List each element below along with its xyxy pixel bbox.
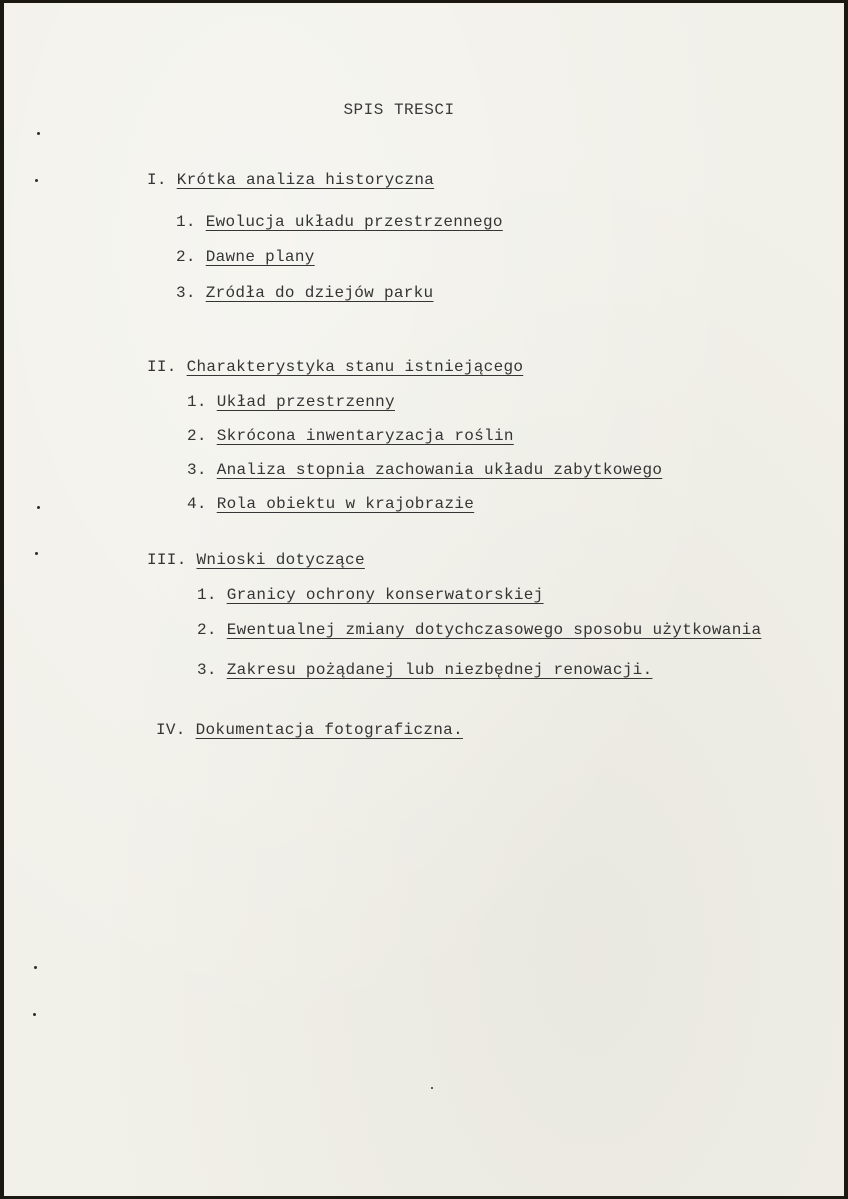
section-heading-1	[147, 171, 434, 189]
section-label: Krótka analiza historyczna	[176, 171, 435, 189]
toc-item	[187, 427, 514, 445]
section-heading-4	[156, 721, 463, 739]
margin-mark	[37, 132, 40, 135]
section-label: Dokumentacja fotograficzna.	[195, 721, 463, 739]
item-number: 2.	[187, 427, 207, 445]
toc-item	[187, 495, 474, 513]
item-number: 3.	[197, 661, 217, 679]
section-number: IV.	[156, 721, 186, 739]
margin-mark	[33, 1013, 36, 1016]
margin-mark	[34, 966, 37, 969]
document-page	[4, 3, 844, 1196]
item-label: Zakresu pożądanej lub niezbędnej renowacji.	[226, 661, 653, 679]
toc-item	[197, 586, 544, 604]
item-number: 2.	[176, 248, 196, 266]
section-number: I.	[147, 171, 167, 189]
item-label: Dawne plany	[205, 248, 315, 266]
item-label: Skrócona inwentaryzacja roślin	[216, 427, 514, 445]
item-label: Granicy ochrony konserwatorskiej	[226, 586, 544, 604]
item-number: 1.	[197, 586, 217, 604]
item-label: Analiza stopnia zachowania układu zabytkowego	[216, 461, 663, 479]
item-number: 1.	[176, 213, 196, 231]
toc-item	[176, 248, 315, 266]
toc-item	[176, 213, 503, 231]
item-number: 3.	[176, 284, 196, 302]
item-number: 1.	[187, 393, 207, 411]
item-label: Ewolucja układu przestrzennego	[205, 213, 503, 231]
section-number: II.	[147, 358, 177, 376]
margin-mark	[37, 506, 40, 509]
section-heading-3	[147, 551, 365, 569]
toc-item	[197, 621, 761, 639]
item-label: Ewentualnej zmiany dotychczasowego sposobu użytkowania	[226, 621, 762, 639]
item-label: Zródła do dziejów parku	[205, 284, 434, 302]
toc-item	[176, 284, 433, 302]
margin-mark	[35, 179, 38, 182]
item-label: Rola obiektu w krajobrazie	[216, 495, 475, 513]
item-label: Układ przestrzenny	[216, 393, 395, 411]
section-label: Charakterystyka stanu istniejącego	[186, 358, 524, 376]
margin-mark	[35, 552, 38, 555]
section-label: Wnioski dotyczące	[196, 551, 365, 569]
item-number: 3.	[187, 461, 207, 479]
item-number: 4.	[187, 495, 207, 513]
section-number: III.	[147, 551, 187, 569]
toc-item	[197, 661, 653, 679]
section-heading-2	[147, 358, 523, 376]
paper-speck	[431, 1087, 433, 1089]
item-number: 2.	[197, 621, 217, 639]
toc-item	[187, 393, 395, 411]
page-title: SPIS TRESCI	[343, 101, 455, 119]
toc-item	[187, 461, 662, 479]
